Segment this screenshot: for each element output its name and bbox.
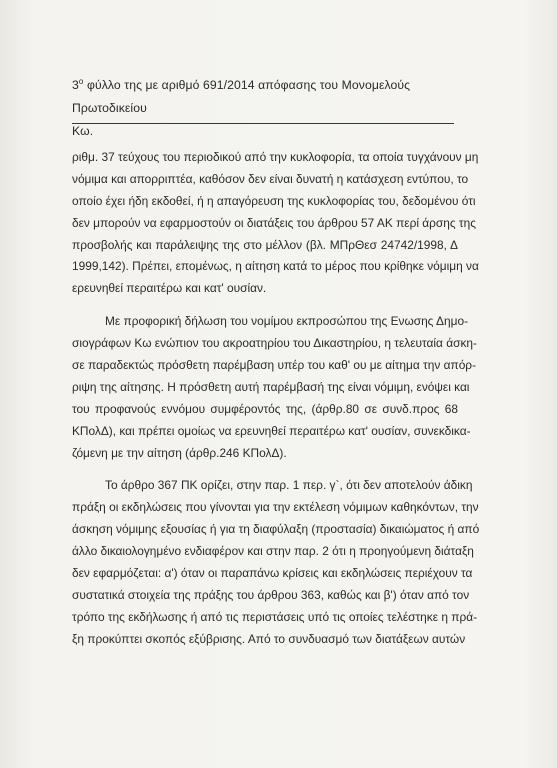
- text-line: σε παραδεκτώς πρόσθετη παρέμβαση υπέρ του καθ' ου με αίτημα την απόρ-: [72, 358, 477, 373]
- sheet-ordinal-suffix: ο: [78, 77, 84, 86]
- paragraph-1: [72, 147, 479, 300]
- text-line: ξη προκύπτει σκοπός εξύβρισης. Από το συνδυασμό των διατάξεων αυτών: [72, 631, 466, 646]
- paragraph-3: [72, 475, 480, 650]
- text-line: τρόπο της εκδήλωσης ή από τις περιστάσεις υπό τις οποίες τελέστηκε η πρά-: [72, 609, 478, 624]
- text-line: οποίο έχει ήδη εκδοθεί, ή η απαγόρευση της κυκλοφορίας του, δεδομένου ότι: [72, 193, 476, 208]
- text-line: δεν μπορούν να εφαρμοστούν οι διατάξεις του άρθρου 57 ΑΚ περί άρσης της: [72, 215, 476, 230]
- text-line: συστατικά στοιχεία της πράξης του άρθρου 363, καθώς και β') όταν από τον: [72, 587, 470, 602]
- header-line-1: φύλλο της με αριθμό 691/2014 απόφασης του Μονομελούς Πρωτοδικείου: [72, 78, 411, 115]
- text-line: 1999,142). Πρέπει, επομένως, η αίτηση κατά το μέρος που κρίθηκε νόμιμη να: [72, 259, 479, 274]
- text-line: ζόμενη με την αίτηση (άρθρ.246 ΚΠολΔ).: [72, 445, 287, 460]
- text-line: ριψη της αίτησης. Η πρόσθετη αυτή παρέμβασή της είναι νόμιμη, ενόψει και: [72, 379, 470, 394]
- text-line: ερευνηθεί περαιτέρω και κατ' ουσίαν.: [72, 281, 267, 296]
- text-line: άλλο δικαιολογημένο ενδιαφέρον και στην παρ. 2 ότι η προηγούμενη διάταξη: [72, 544, 474, 559]
- header-divider: [72, 123, 454, 124]
- text-line: ΚΠολΔ), και πρέπει ομοίως να ερευνηθεί περαιτέρω κατ' ουσίαν, συνεκδικα-: [72, 423, 471, 438]
- text-line: δεν εφαρμόζεται: α') όταν οι παραπάνω κρίσεις και εκδηλώσεις περιέχουν τα: [72, 566, 473, 581]
- text-line: ριθμ. 37 τεύχους του περιοδικού από την κυκλοφορία, τα οποία τυγχάνουν μη: [72, 150, 479, 164]
- text-line: του προφανούς εννόμου συμφέροντός της, (άρθρ.80 σε συνδ.προς 68: [72, 401, 458, 416]
- text-line: νόμιμα και απορριπτέα, καθόσον δεν είναι δυνατή η κατάσχεση εντύπου, το: [72, 171, 469, 186]
- header-line-2: Κω.: [72, 124, 94, 138]
- text-line: Το άρθρο 367 ΠΚ ορίζει, στην παρ. 1 περ. γ`, ότι δεν αποτελούν άδικη: [105, 478, 473, 493]
- text-line: πράξη οι εκδηλώσεις που γίνονται για την εκτέλεση νόμιμων καθηκόντων, την: [72, 500, 479, 515]
- text-line: άσκηση νόμιμης εξουσίας ή για τη διαφύλαξη (προστασία) δικαιώματος ή από: [72, 522, 480, 537]
- text-line: Με προφορική δήλωση του νομίμου εκπροσώπου της Ενωσης Δημο-: [105, 314, 469, 329]
- page-header: [72, 70, 462, 143]
- sheet-number: 3: [72, 78, 79, 92]
- document-body: [72, 147, 480, 651]
- paragraph-2: [72, 311, 477, 464]
- text-line: προσβολής και παράλειψης της στο μέλλον (βλ. ΜΠρΘεσ 24742/1998, Δ: [72, 237, 458, 252]
- text-line: σιογράφων Κω ενώπιον του ακροατηρίου του Δικαστηρίου, η τελευταία άσκη-: [72, 336, 477, 351]
